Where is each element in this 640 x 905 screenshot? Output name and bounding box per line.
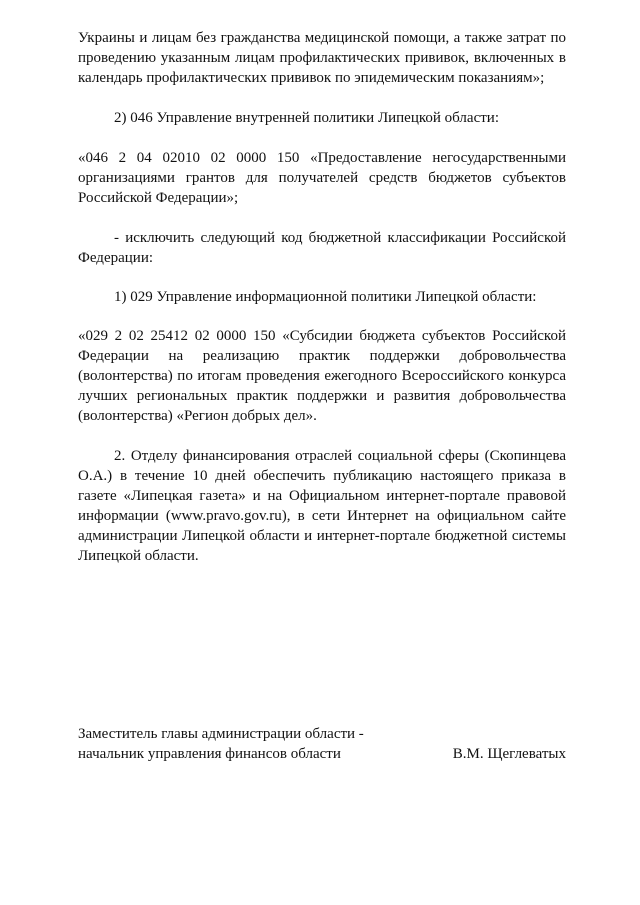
paragraph-code-046: «046 2 04 02010 02 0000 150 «Предоставление негосударственными организациями грантов для получателей средств бюджетов субъектов Российской Федерации»; [78, 150, 566, 206]
signature-block [78, 724, 566, 764]
signature-line [78, 744, 566, 764]
paragraph-item-046-heading: 2) 046 Управление внутренней политики Липецкой области: [114, 110, 499, 126]
paragraph-continuation: Украины и лицам без гражданства медицинской помощи, а также затрат по проведению указанным лицам профилактических прививок, включенных в календарь профилактических прививок по эпидемическим показаниям»; [78, 30, 566, 86]
signature-position-line1: Заместитель главы администрации области - [78, 726, 364, 742]
paragraph-code-029: «029 2 02 25412 02 0000 150 «Субсидии бюджета субъектов Российской Федерации на реализацию практик поддержки добровольчества (волонтерства) по итогам проведения ежегодного Всероссийского конкурса лучших региональных практик поддержки и развития добровольчества (волонтерства) «Регион добрых дел». [78, 328, 566, 424]
document-body [78, 28, 566, 566]
paragraph-item-029-heading: 1) 029 Управление информационной политики Липецкой области: [114, 289, 537, 305]
paragraph-section-2: 2. Отделу финансирования отраслей социальной сферы (Скопинцева О.А.) в течение 10 дней обеспечить публикацию настоящего приказа в газете «Липецкая газета» и на Официальном интернет-портале правовой информации (www.pravo.gov.ru), в сети Интернет на официальном сайте администрации Липецкой области и интернет-портале бюджетной системы Липецкой области. [78, 448, 566, 564]
signature-name: В.М. Щеглеватых [452, 746, 566, 762]
signature-position-line2: начальник управления финансов области [78, 746, 341, 762]
paragraph-exclude-code: - исключить следующий код бюджетной классификации Российской Федерации: [78, 230, 566, 266]
